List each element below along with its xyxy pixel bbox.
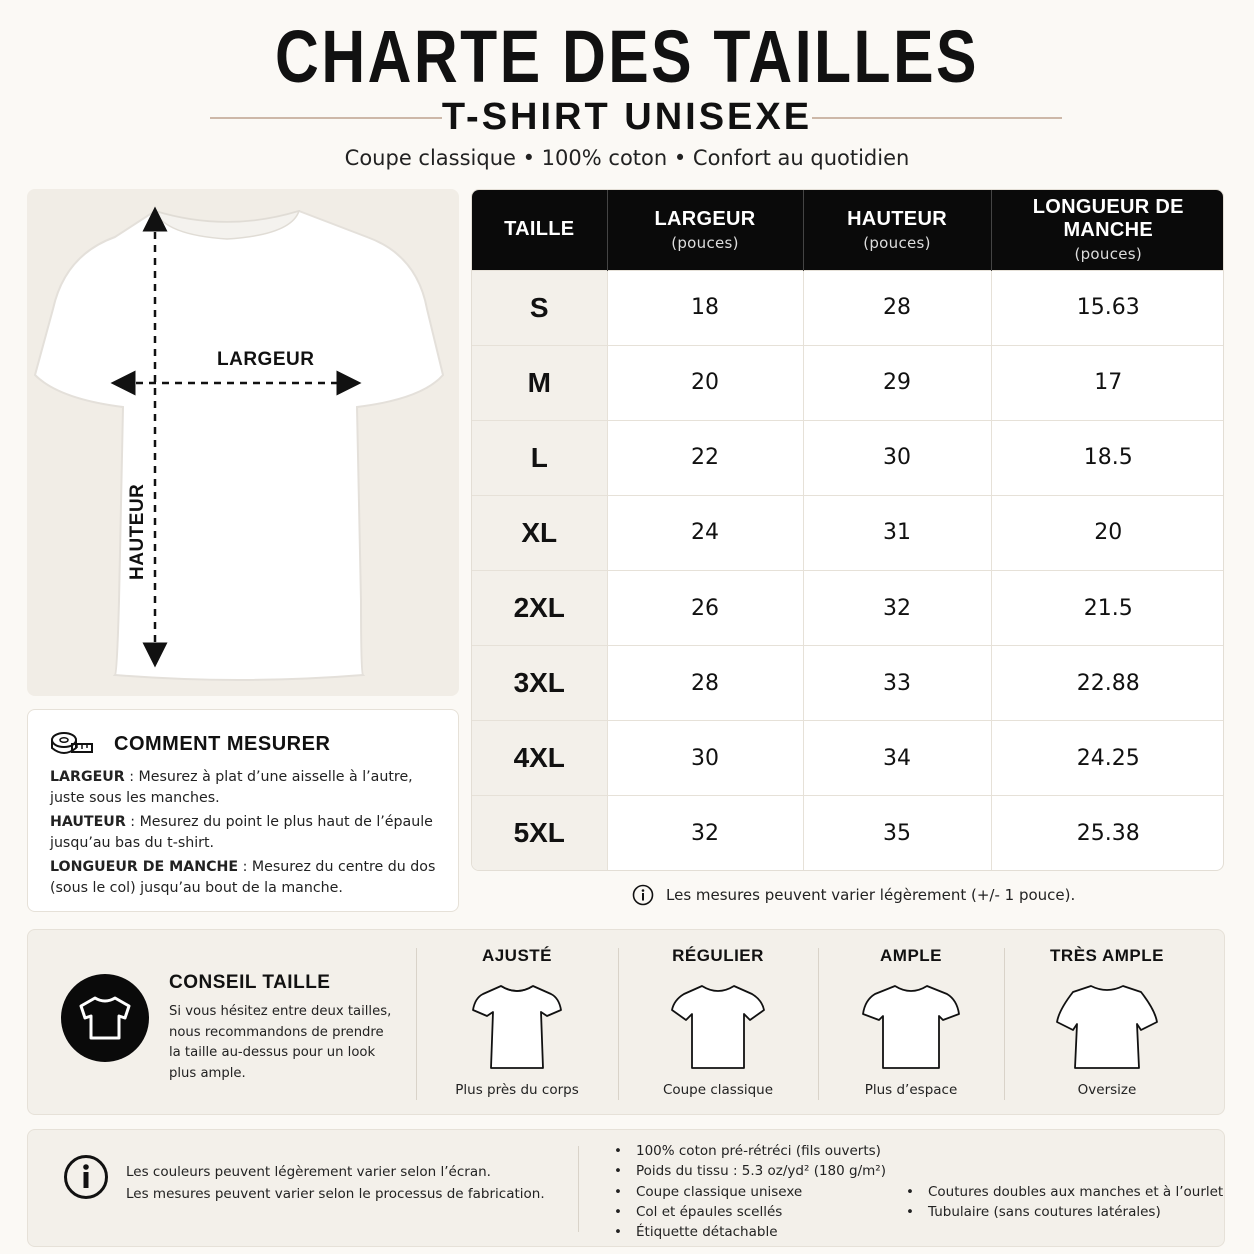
page-subtitle: T-SHIRT UNISEXE: [441, 96, 813, 138]
fit-desc: Coupe classique: [662, 1082, 774, 1098]
tagline: Coupe classique • 100% coton • Confort au quotidien: [344, 146, 910, 170]
page-title: CHARTE DES TAILLES: [275, 15, 979, 98]
feature-item: • Coupe classique unisexe: [614, 1182, 886, 1202]
cell-height: 29: [803, 345, 991, 420]
header-height: HAUTEUR (pouces): [803, 190, 991, 270]
instruction-sleeve: LONGUEUR DE MANCHE : Mesurez du centre du dos (sous le col) jusqu’au bout de la manche.: [50, 859, 436, 896]
header-size: TAILLE: [472, 190, 607, 270]
tshirt-illustration: [27, 189, 459, 696]
cell-width: 20: [607, 345, 803, 420]
table-row: [472, 721, 1224, 796]
feature-item: • Coutures doubles aux manches et à l’ourlet: [906, 1182, 1223, 1202]
cell-height: 33: [803, 646, 991, 721]
width-label: LARGEUR: [217, 349, 315, 370]
instruction-height: HAUTEUR : Mesurez du point le plus haut de l’épaule jusqu’au bas du t-shirt.: [50, 814, 433, 851]
tshirt-badge: [61, 974, 149, 1062]
table-row: [472, 270, 1224, 345]
feature-item: • Col et épaules scellés: [614, 1202, 886, 1222]
oversize-tshirt-icon: [1055, 982, 1159, 1074]
info-line: Les couleurs peuvent légèrement varier selon l’écran.: [126, 1164, 491, 1180]
fit-name: AJUSTÉ: [481, 946, 553, 965]
cell-size: 5XL: [472, 796, 607, 870]
cell-size: S: [472, 270, 607, 345]
regular-tshirt-icon: [668, 982, 768, 1074]
cell-size: L: [472, 420, 607, 495]
cell-width: 24: [607, 495, 803, 570]
cell-height: 31: [803, 495, 991, 570]
cell-sleeve-length: 15.63: [991, 270, 1224, 345]
cell-size: 3XL: [472, 646, 607, 721]
fit-desc: Oversize: [1077, 1082, 1137, 1098]
cell-width: 22: [607, 420, 803, 495]
cell-sleeve-length: 25.38: [991, 796, 1224, 870]
cell-height: 34: [803, 721, 991, 796]
fit-desc: Plus d’espace: [864, 1082, 958, 1098]
features-list-right: [906, 1182, 1223, 1223]
fit-desc: Plus près du corps: [455, 1082, 579, 1098]
fit-loose: [816, 946, 1006, 1098]
info-circle-icon: [63, 1154, 109, 1200]
cell-height: 28: [803, 270, 991, 345]
cell-size: M: [472, 345, 607, 420]
info-text: [126, 1161, 545, 1205]
fit-name: RÉGULIER: [672, 946, 764, 965]
features-list-left: [614, 1141, 886, 1242]
fit-fitted: [422, 946, 612, 1098]
fit-guide-panel: [27, 929, 1225, 1115]
cell-sleeve-length: 20: [991, 495, 1224, 570]
loose-tshirt-icon: [859, 982, 963, 1074]
size-advice-text: Si vous hésitez entre deux tailles, nous recommandons de prendre la taille au-dessus pour un look plus ample.: [169, 1004, 392, 1081]
info-panel: [27, 1129, 1225, 1247]
height-label: HAUTEUR: [127, 483, 148, 580]
how-to-measure-panel: [27, 709, 459, 912]
cell-height: 30: [803, 420, 991, 495]
divider: [578, 1146, 579, 1232]
cell-width: 18: [607, 270, 803, 345]
cell-height: 35: [803, 796, 991, 870]
fitted-tshirt-icon: [467, 982, 567, 1074]
cell-sleeve-length: 17: [991, 345, 1224, 420]
info-icon: [632, 884, 654, 906]
header-width: LARGEUR (pouces): [607, 190, 803, 270]
fit-regular: [623, 946, 813, 1098]
cell-sleeve-length: 22.88: [991, 646, 1224, 721]
fit-oversize: [1012, 946, 1202, 1098]
cell-width: 28: [607, 646, 803, 721]
cell-sleeve-length: 21.5: [991, 571, 1224, 646]
table-row: [472, 420, 1224, 495]
feature-item: • Étiquette détachable: [614, 1222, 886, 1242]
cell-height: 32: [803, 571, 991, 646]
fit-name: TRÈS AMPLE: [1050, 946, 1164, 965]
how-to-title: COMMENT MESURER: [114, 732, 331, 755]
cell-size: 2XL: [472, 571, 607, 646]
cell-sleeve-length: 24.25: [991, 721, 1224, 796]
cell-size: XL: [472, 495, 607, 570]
size-advice-title: CONSEIL TAILLE: [169, 972, 331, 993]
feature-item: • 100% coton pré-rétréci (fils ouverts): [614, 1141, 886, 1161]
cell-sleeve-length: 18.5: [991, 420, 1224, 495]
divider: [416, 948, 417, 1100]
feature-item: • Tubulaire (sans coutures latérales): [906, 1202, 1223, 1222]
size-table: [471, 189, 1224, 871]
cell-width: 30: [607, 721, 803, 796]
table-row: [472, 495, 1224, 570]
tape-measure-icon: [50, 730, 94, 758]
divider: [618, 948, 619, 1100]
table-row: [472, 571, 1224, 646]
divider-right: [812, 117, 1062, 119]
instruction-width: LARGEUR : Mesurez à plat d’une aisselle à l’autre, juste sous les manches.: [50, 769, 413, 806]
cell-size: 4XL: [472, 721, 607, 796]
table-row: [472, 796, 1224, 870]
table-row: [472, 646, 1224, 721]
table-note: [632, 884, 1075, 906]
tshirt-icon: [75, 990, 135, 1046]
table-row: [472, 345, 1224, 420]
info-line: Les mesures peuvent varier selon le processus de fabrication.: [126, 1186, 545, 1202]
feature-item: • Poids du tissu : 5.3 oz/yd² (180 g/m²): [614, 1161, 886, 1181]
header-sleeve-length: LONGUEUR DE MANCHE (pouces): [991, 190, 1224, 270]
cell-width: 32: [607, 796, 803, 870]
table-header-row: [472, 190, 1224, 270]
cell-width: 26: [607, 571, 803, 646]
tshirt-diagram: [27, 189, 459, 696]
subtitle-row: [0, 96, 1254, 140]
fit-name: AMPLE: [880, 946, 942, 965]
table-note-text: Les mesures peuvent varier légèrement (+/- 1 pouce).: [666, 886, 1076, 904]
